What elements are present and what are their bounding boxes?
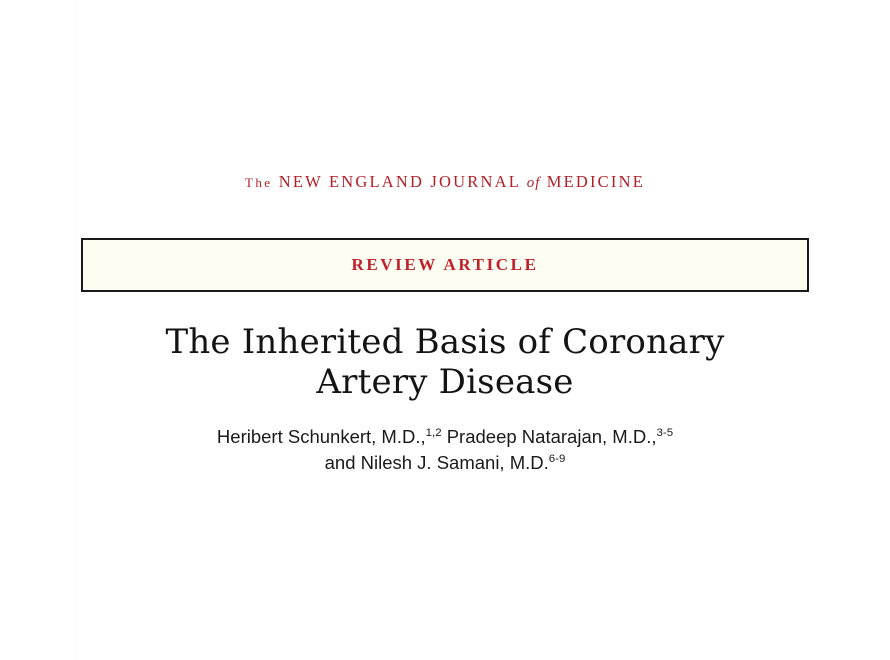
page-title-line-1: The Inherited Basis of Coronary <box>165 322 725 362</box>
author-line-2 <box>0 450 890 476</box>
page-title <box>0 322 890 402</box>
author-samani: and Nilesh J. Samani, M.D. <box>324 452 549 473</box>
masthead-the: The <box>245 175 273 190</box>
review-article-banner-inner <box>83 240 807 290</box>
journal-masthead <box>0 172 890 192</box>
author-natarajan: Pradeep Natarajan, M.D., <box>441 426 657 447</box>
review-article-label: REVIEW ARTICLE <box>351 255 539 274</box>
author-list <box>0 424 890 476</box>
author-schunkert-affiliation: 1,2 <box>425 426 442 439</box>
masthead-of: of <box>526 175 541 191</box>
page-title-line-2: Artery Disease <box>316 362 574 402</box>
author-natarajan-affiliation: 3-5 <box>656 426 674 439</box>
author-line-1 <box>0 424 890 450</box>
author-schunkert: Heribert Schunkert, M.D., <box>216 426 426 447</box>
masthead-medicine: MEDICINE <box>546 172 645 191</box>
author-samani-affiliation: 6-9 <box>548 452 566 465</box>
review-article-banner <box>81 238 809 292</box>
masthead-journal-name: NEW ENGLAND JOURNAL <box>278 172 521 191</box>
